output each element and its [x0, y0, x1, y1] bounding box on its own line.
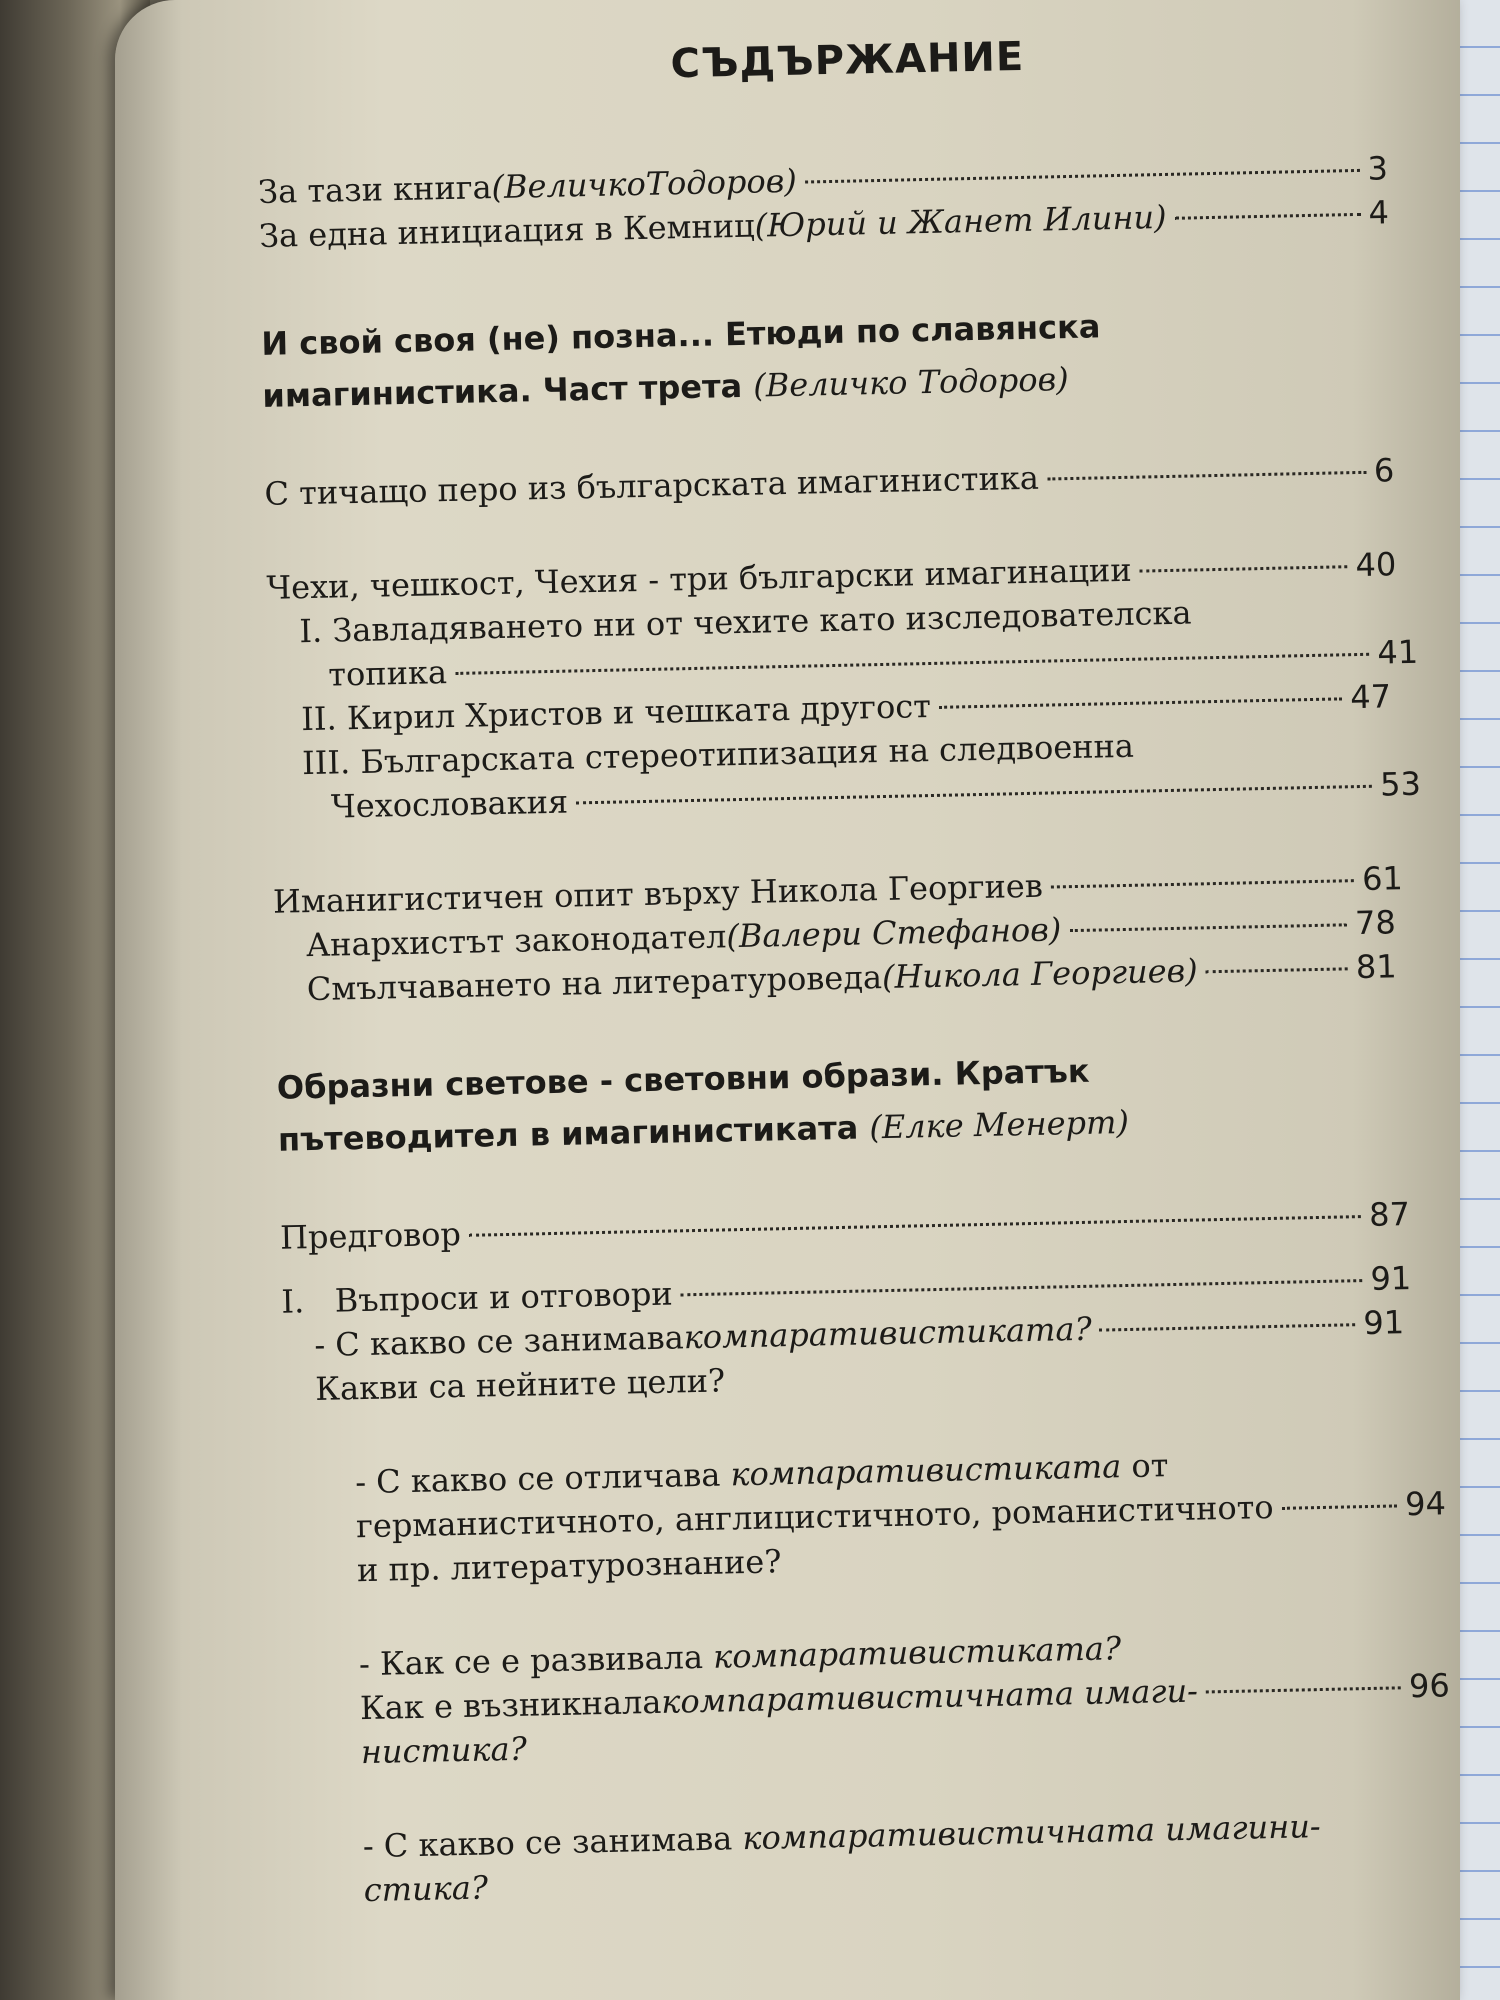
table-of-contents	[255, 16, 1451, 1910]
subentry-title-line: Какви са нейните цели?	[314, 1361, 726, 1409]
entry-title: топика	[327, 653, 448, 694]
entry-title-italic: компаративистиката?	[683, 1309, 1093, 1357]
dot-leader	[469, 1215, 1361, 1237]
subentry-title-line: и пр. литературознание?	[356, 1542, 782, 1590]
entry-title: - Как се е развивала	[358, 1637, 714, 1684]
entry-title: За тази книга	[257, 168, 492, 211]
page-number: 87	[1368, 1195, 1411, 1234]
dot-leader	[681, 1279, 1363, 1296]
entry-author: (Валери Стефанов)	[725, 910, 1062, 956]
entry-title-italic: компаративистичната имаги-	[660, 1671, 1199, 1721]
page-number: 78	[1354, 903, 1397, 943]
section-author: (Величко Тодоров)	[752, 360, 1070, 405]
dot-leader	[805, 169, 1360, 184]
dot-leader	[1206, 967, 1348, 973]
dot-leader	[1175, 213, 1361, 220]
entry-title: Смълчаването на литературоведа	[306, 958, 883, 1009]
page-number: 91	[1362, 1303, 1405, 1343]
section-author: (Елке Менерт)	[869, 1102, 1130, 1147]
page-number: 61	[1361, 859, 1404, 898]
entry-title-italic: компаративистичната имагини-	[741, 1807, 1322, 1858]
entry-title: Анархистът законодател	[305, 917, 727, 965]
toc-list	[258, 146, 1454, 1914]
page-number: 81	[1355, 947, 1398, 987]
entry-title: За една инициация в Кемниц	[258, 206, 756, 255]
page-number: 41	[1376, 632, 1419, 672]
page-title: СЪДЪРЖАНИЕ	[670, 33, 1025, 88]
entry-title: - С какво се занимава	[362, 1819, 743, 1866]
entry-author: (ВеличкоТодоров)	[491, 161, 798, 207]
subentry-title-line: III. Българската стереотипизация на следвоенна	[301, 726, 1135, 783]
entry-title: - С какво се занимава	[313, 1318, 685, 1365]
page-number: 47	[1349, 677, 1392, 717]
subentry-title-line: нистика?	[360, 1729, 528, 1772]
entry-title: II. Кирил Христов и чешката другост	[300, 686, 932, 739]
subentry-title-line: стика?	[363, 1868, 489, 1910]
page-number: 53	[1379, 764, 1422, 804]
entry-title: Как е възникнала	[359, 1682, 662, 1728]
entry-title-italic: компаративистиката?	[712, 1629, 1122, 1676]
dot-leader	[1282, 1504, 1398, 1509]
dot-leader	[1140, 565, 1348, 572]
entry-title: германистичното, англицистичното, романистичното	[355, 1487, 1274, 1546]
book-page	[115, 0, 1460, 2000]
entry-title: Чехословакия	[330, 782, 569, 826]
page-number: 6	[1373, 451, 1395, 490]
dot-leader	[1206, 1686, 1401, 1693]
entry-title: Предговор	[279, 1214, 462, 1257]
page-number: 94	[1404, 1484, 1447, 1524]
entry-title: С тичащо перо из българската имагинистика	[264, 458, 1040, 513]
dot-leader	[939, 697, 1343, 708]
dot-leader	[455, 653, 1369, 675]
page-number: 4	[1368, 193, 1390, 232]
page-number: 40	[1355, 545, 1397, 585]
dot-leader	[1069, 923, 1347, 932]
entry-title: - С какво се отличава	[354, 1455, 731, 1502]
entry-title: от	[1120, 1446, 1169, 1486]
dot-leader	[1100, 1323, 1356, 1331]
subentry-title-line: I. Завладяването ни от чехите като изследователска	[298, 593, 1192, 651]
entry-title: Чехи, чешкост, Чехия - три български имагинации	[266, 550, 1132, 607]
section-title-line: И свой своя (не) позна... Етюди по славянска	[260, 307, 1101, 363]
entry-title-italic: компаративистиката	[730, 1447, 1122, 1494]
section-title-line: пътеводител в имагинистиката	[277, 1108, 870, 1159]
section-title-line: Образни светове - световни образи. Кратък	[276, 1051, 1090, 1107]
page-number: 91	[1370, 1259, 1412, 1298]
entry-title: I. Въпроси и отговори	[281, 1274, 674, 1321]
page-number: 96	[1408, 1666, 1451, 1706]
entry-title: Иманигистичен опит върху Никола Георгиев	[272, 866, 1044, 921]
dot-leader	[1051, 879, 1354, 888]
dot-leader	[1047, 471, 1366, 481]
entry-author: (Никола Георгиев)	[881, 951, 1199, 997]
entry-author: (Юрий и Жанет Илини)	[754, 197, 1167, 245]
page-number: 3	[1367, 149, 1389, 188]
dot-leader	[576, 785, 1372, 805]
section-title-line: имагинистика. Част трета	[262, 366, 754, 415]
